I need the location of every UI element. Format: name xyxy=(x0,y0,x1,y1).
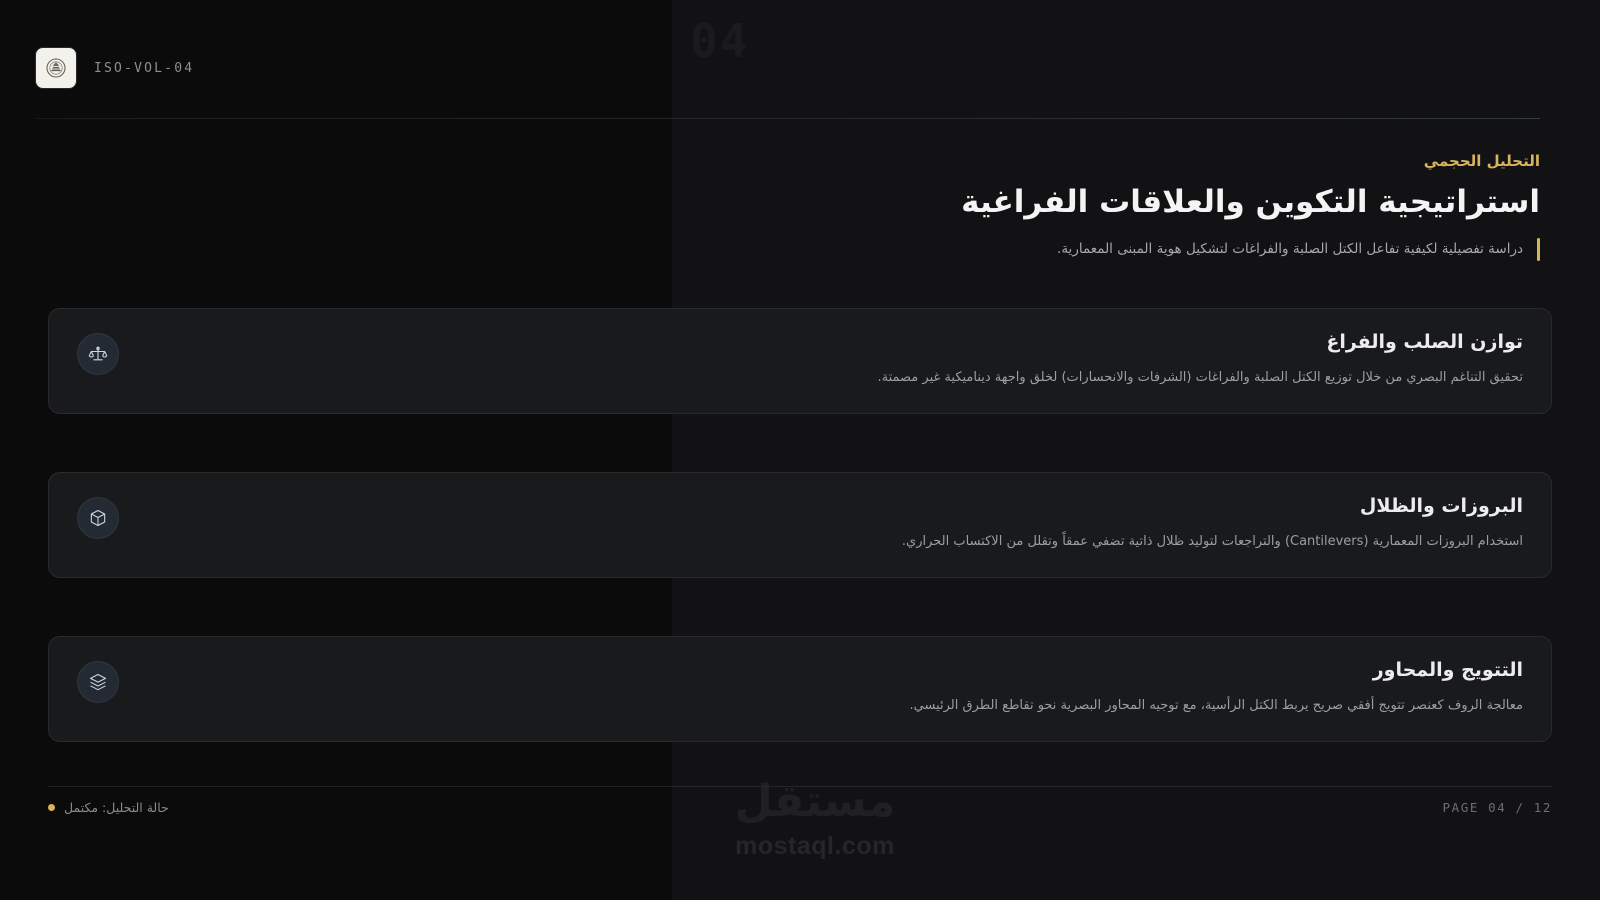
card-item xyxy=(48,636,1552,742)
card-body xyxy=(141,495,1523,553)
cube-box-icon xyxy=(77,497,119,539)
mostaql-watermark-latin: mostaql.com xyxy=(735,832,895,860)
scales-balance-icon xyxy=(77,333,119,375)
card-title: توازن الصلب والفراغ xyxy=(1326,331,1523,353)
status-label: حالة التحليل: مكتمل xyxy=(64,800,169,815)
document-code: ISO-VOL-04 xyxy=(94,60,195,76)
title-block xyxy=(36,152,1540,261)
card-title: التتويج والمحاور xyxy=(1372,659,1523,682)
layers-stack-icon xyxy=(77,661,119,703)
header-divider xyxy=(36,118,1540,119)
card-text: معالجة الروف كعنصر تتويج أفقي صريح يربط الكتل الرأسية، مع توجيه المحاور البصرية نحو تقاطع الطرق الرئيسي. xyxy=(909,698,1523,714)
status-dot-icon xyxy=(48,804,55,811)
seal-emblem-icon xyxy=(36,48,76,88)
card-body xyxy=(141,659,1523,717)
page-subtitle: دراسة تفصيلية لكيفية تفاعل الكتل الصلبة والفراغات لتشكيل هوية المبنى المعمارية. xyxy=(1057,240,1523,257)
mostaql-watermark-arabic: مستقل xyxy=(734,776,896,827)
page-title: استراتيجية التكوين والعلاقات الفراغية xyxy=(961,184,1540,220)
subtitle-accent-bar xyxy=(1537,238,1540,261)
card-item xyxy=(48,472,1552,578)
card-title: البروزات والظلال xyxy=(1359,495,1523,518)
page-number: PAGE 04 / 12 xyxy=(1442,800,1552,815)
card-body xyxy=(141,331,1523,389)
section-eyebrow: التحليل الحجمي xyxy=(1423,152,1540,170)
page-header xyxy=(36,48,1540,88)
card-item xyxy=(48,308,1552,414)
page-footer xyxy=(48,800,1552,815)
footer-divider xyxy=(48,786,1552,787)
cards-list xyxy=(48,308,1552,742)
status-badge xyxy=(48,800,169,815)
card-text: تحقيق التناغم البصري من خلال توزيع الكتل الصلبة والفراغات (الشرفات والانحسارات) لخلق واجهة ديناميكية غير مصمتة. xyxy=(877,370,1523,385)
subtitle-wrap xyxy=(36,238,1540,261)
slide-number-watermark: 04 xyxy=(690,14,750,68)
card-text: استخدام البروزات المعمارية (Cantilevers) والتراجعات لتوليد ظلال ذاتية تضفي عمقاً وتقلل من الاكتساب الحراري. xyxy=(901,534,1523,550)
